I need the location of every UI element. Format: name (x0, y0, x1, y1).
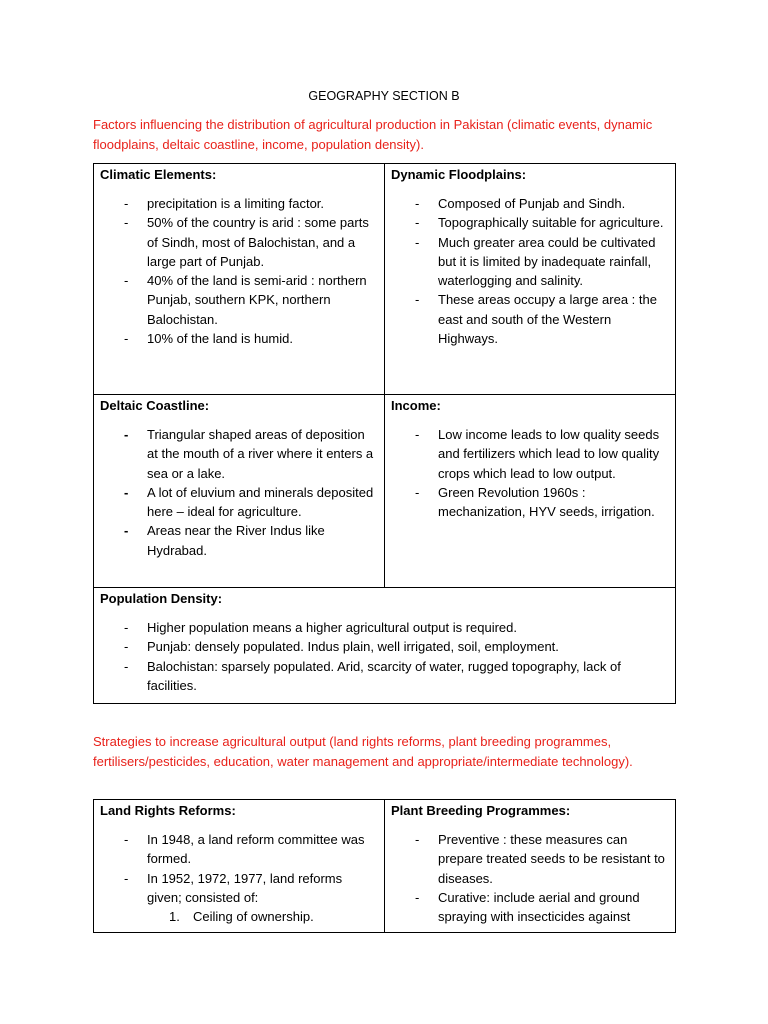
income-title: Income: (391, 398, 441, 413)
numbered-item: 1. Ceiling of ownership. (100, 907, 378, 926)
dash-bullet: - (124, 658, 129, 674)
deltaic-cell (94, 395, 385, 588)
floodplains-title: Dynamic Floodplains: (391, 167, 527, 182)
list-item: - Triangular shaped areas of deposition at the mouth of a river where it enters a sea or a lake. (124, 427, 374, 481)
section2-heading: Strategies to increase agricultural output (land rights reforms, plant breeding programmes, fertilisers/pesticides, education, water management and appropriate/intermediate technology). (93, 734, 633, 769)
climatic-title: Climatic Elements: (100, 167, 217, 182)
population-title: Population Density: (100, 591, 223, 606)
plant-breeding-cell (385, 800, 676, 933)
land-rights-cell (94, 800, 385, 933)
list-item: - Curative: include aerial and ground spraying with insecticides against (415, 889, 640, 925)
dash-bullet: - (124, 870, 129, 886)
dash-bullet: - (415, 832, 420, 847)
floodplains-cell (385, 164, 676, 395)
factors-table (93, 163, 676, 704)
list-item: - Areas near the River Indus like Hydrabad. (124, 523, 325, 558)
number-label: 1. (169, 909, 180, 925)
income-cell (385, 395, 676, 588)
list-item: - A lot of eluvium and minerals deposited here – ideal for agriculture. (124, 484, 374, 520)
dash-bullet: - (124, 620, 129, 635)
dash-bullet: - (124, 273, 129, 289)
climatic-list (100, 194, 378, 348)
dash-bullet: - (415, 484, 420, 500)
dash-bullet: - (124, 196, 129, 211)
list-item: - These areas occupy a large area : the east and south of the Western Highways. (415, 292, 657, 347)
population-cell (94, 588, 676, 704)
income-list (391, 425, 669, 521)
list-item: - 40% of the land is semi-arid : northern Punjab, southern KPK, northern Balochistan. (124, 273, 367, 327)
dash-bullet: - (415, 292, 420, 308)
dash-bullet: - (415, 215, 420, 231)
land-rights-numbered-list (100, 907, 378, 926)
plant-breeding-list (391, 830, 669, 926)
dash-bullet: - (124, 523, 129, 539)
list-item: - Low income leads to low quality seeds and fertilizers which lead to low quality crops which lead to low output. (415, 427, 660, 481)
dash-bullet: - (415, 234, 420, 250)
dash-bullet: - (124, 484, 129, 500)
strategies-table (93, 799, 676, 933)
list-item: - Topographically suitable for agriculture. (391, 213, 669, 232)
list-item: - Punjab: densely populated. Indus plain, well irrigated, soil, employment. (100, 637, 669, 656)
list-item: - In 1948, a land reform committee was formed. (124, 832, 365, 867)
list-item: - precipitation is a limiting factor. (100, 194, 378, 213)
deltaic-list (100, 425, 378, 560)
land-rights-title: Land Rights Reforms: (100, 803, 236, 818)
deltaic-title: Deltaic Coastline: (100, 398, 210, 413)
dash-bullet: - (124, 639, 129, 655)
plant-breeding-title: Plant Breeding Programmes: (391, 803, 571, 818)
list-item: - In 1952, 1972, 1977, land reforms given; consisted of: (124, 870, 343, 905)
list-item: - 10% of the land is humid. (100, 329, 378, 348)
list-item: - 50% of the country is arid : some parts of Sindh, most of Balochistan, and a large part of Punjab. (124, 215, 369, 269)
dash-bullet: - (124, 215, 129, 231)
dash-bullet: - (415, 427, 420, 442)
list-item: - Green Revolution 1960s : mechanization, HYV seeds, irrigation. (415, 484, 655, 520)
dash-bullet: - (124, 832, 129, 847)
list-item: - Much greater area could be cultivated but it is limited by inadequate rainfall, waterlogging and salinity. (415, 234, 656, 289)
population-list (100, 618, 669, 695)
list-item: - Preventive : these measures can prepare treated seeds to be resistant to diseases. (415, 832, 665, 886)
list-item: - Higher population means a higher agricultural output is required. (100, 618, 669, 637)
page-title: GEOGRAPHY SECTION B (308, 89, 460, 103)
list-item: - Balochistan: sparsely populated. Arid, scarcity of water, rugged topography, lack of facilities. (124, 658, 621, 693)
section1-heading: Factors influencing the distribution of agricultural production in Pakistan (climatic events, dynamic floodplains, deltaic coastline, income, population density). (93, 117, 653, 152)
dash-bullet: - (124, 331, 129, 347)
floodplains-list (391, 194, 669, 348)
list-item: - Composed of Punjab and Sindh. (391, 194, 669, 213)
land-rights-list (100, 830, 378, 907)
dash-bullet: - (124, 427, 129, 442)
dash-bullet: - (415, 889, 420, 905)
dash-bullet: - (415, 196, 420, 211)
climatic-cell (94, 164, 385, 395)
